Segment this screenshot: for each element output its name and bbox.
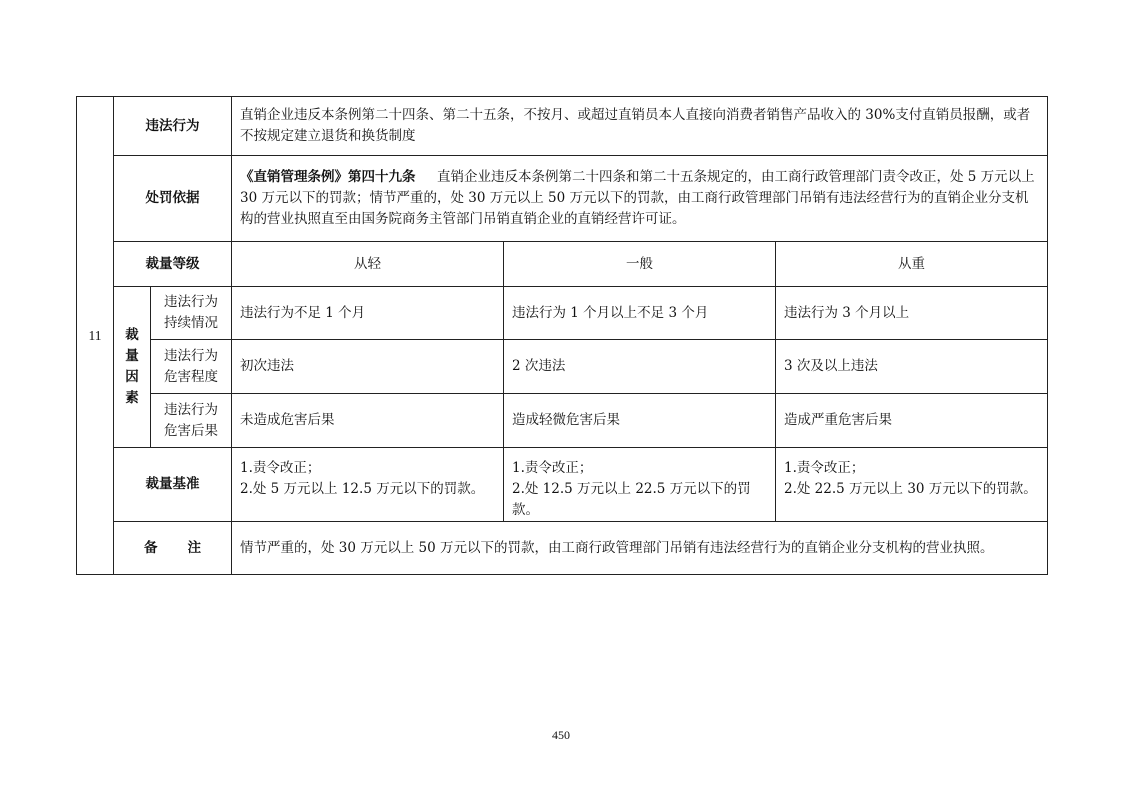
basis-regulation-title: 《直销管理条例》第四十九条 bbox=[240, 169, 416, 185]
level-normal: 一般 bbox=[504, 242, 776, 287]
standard-light bbox=[232, 448, 504, 522]
factors-char: 因 bbox=[125, 369, 139, 385]
factor-name-line: 危害后果 bbox=[164, 422, 218, 439]
factor-name-line: 违法行为 bbox=[164, 401, 218, 418]
standard-label: 裁量基准 bbox=[114, 448, 232, 522]
factor-name-line: 危害程度 bbox=[164, 368, 218, 385]
standard-line: 1.责令改正； bbox=[240, 460, 321, 476]
standard-line: 2.处 22.5 万元以上 30 万元以下的罚款。 bbox=[784, 481, 1037, 497]
levels-label: 裁量等级 bbox=[114, 242, 232, 287]
factor-name bbox=[151, 394, 232, 448]
remark-label-char: 注 bbox=[187, 539, 201, 556]
standard-line: 2.处 5 万元以上 12.5 万元以下的罚款。 bbox=[240, 481, 485, 497]
item-number: 11 bbox=[77, 97, 114, 575]
remark-row bbox=[77, 522, 1048, 575]
factor-row bbox=[77, 287, 1048, 340]
penalty-discretion-table bbox=[76, 96, 1048, 575]
standard-line: 1.责令改正； bbox=[512, 460, 593, 476]
basis-row bbox=[77, 156, 1048, 242]
level-heavy: 从重 bbox=[776, 242, 1048, 287]
factor-heavy: 造成严重危害后果 bbox=[776, 394, 1048, 448]
violation-label: 违法行为 bbox=[114, 97, 232, 156]
remark-label-char: 备 bbox=[144, 539, 158, 556]
violation-text: 直销企业违反本条例第二十四条、第二十五条，不按月、或超过直销员本人直接向消费者销售产品收入的 30%支付直销员报酬，或者不按规定建立退货和换货制度 bbox=[232, 97, 1048, 156]
factor-light: 初次违法 bbox=[232, 340, 504, 394]
basis-cell bbox=[232, 156, 1048, 242]
factor-light: 未造成危害后果 bbox=[232, 394, 504, 448]
factor-name-line: 持续情况 bbox=[164, 315, 218, 331]
remark-label bbox=[114, 522, 232, 575]
factor-row bbox=[77, 340, 1048, 394]
page-number: 450 bbox=[552, 728, 570, 742]
standard-line: 1.责令改正； bbox=[784, 460, 865, 476]
levels-row bbox=[77, 242, 1048, 287]
factor-normal: 2 次违法 bbox=[504, 340, 776, 394]
remark-text: 情节严重的，处 30 万元以上 50 万元以下的罚款，由工商行政管理部门吊销有违法经营行为的直销企业分支机构的营业执照。 bbox=[232, 522, 1048, 575]
factor-name bbox=[151, 287, 232, 340]
standard-heavy bbox=[776, 448, 1048, 522]
standard-row bbox=[77, 448, 1048, 522]
factor-normal: 违法行为 1 个月以上不足 3 个月 bbox=[504, 287, 776, 340]
factor-row bbox=[77, 394, 1048, 448]
standard-line: 2.处 12.5 万元以上 22.5 万元以下的罚款。 bbox=[512, 481, 751, 518]
factor-light: 违法行为不足 1 个月 bbox=[232, 287, 504, 340]
level-light: 从轻 bbox=[232, 242, 504, 287]
basis-label: 处罚依据 bbox=[114, 156, 232, 242]
factor-name-line: 违法行为 bbox=[164, 347, 218, 364]
violation-row bbox=[77, 97, 1048, 156]
standard-normal bbox=[504, 448, 776, 522]
factor-heavy: 3 次及以上违法 bbox=[776, 340, 1048, 394]
factors-group-label bbox=[114, 287, 151, 448]
factors-char: 素 bbox=[125, 390, 139, 406]
basis-text: 直销企业违反本条例第二十四条和第二十五条规定的，由工商行政管理部门责令改正，处 5 万元以上 30 万元以下的罚款；情节严重的，处 30 万元以上 50 万元以下的罚款，由工商行政管理部门吊销有违法经营行为的直销企业分支机构的营业执照直至由国务院商务主管部门吊销直销企业的直销经营许可证。 bbox=[240, 169, 1035, 227]
factor-name-line: 违法行为 bbox=[164, 294, 218, 310]
factor-name bbox=[151, 340, 232, 394]
factors-char: 裁 bbox=[125, 327, 139, 343]
factor-normal: 造成轻微危害后果 bbox=[504, 394, 776, 448]
factors-char: 量 bbox=[125, 348, 139, 364]
factor-heavy: 违法行为 3 个月以上 bbox=[776, 287, 1048, 340]
